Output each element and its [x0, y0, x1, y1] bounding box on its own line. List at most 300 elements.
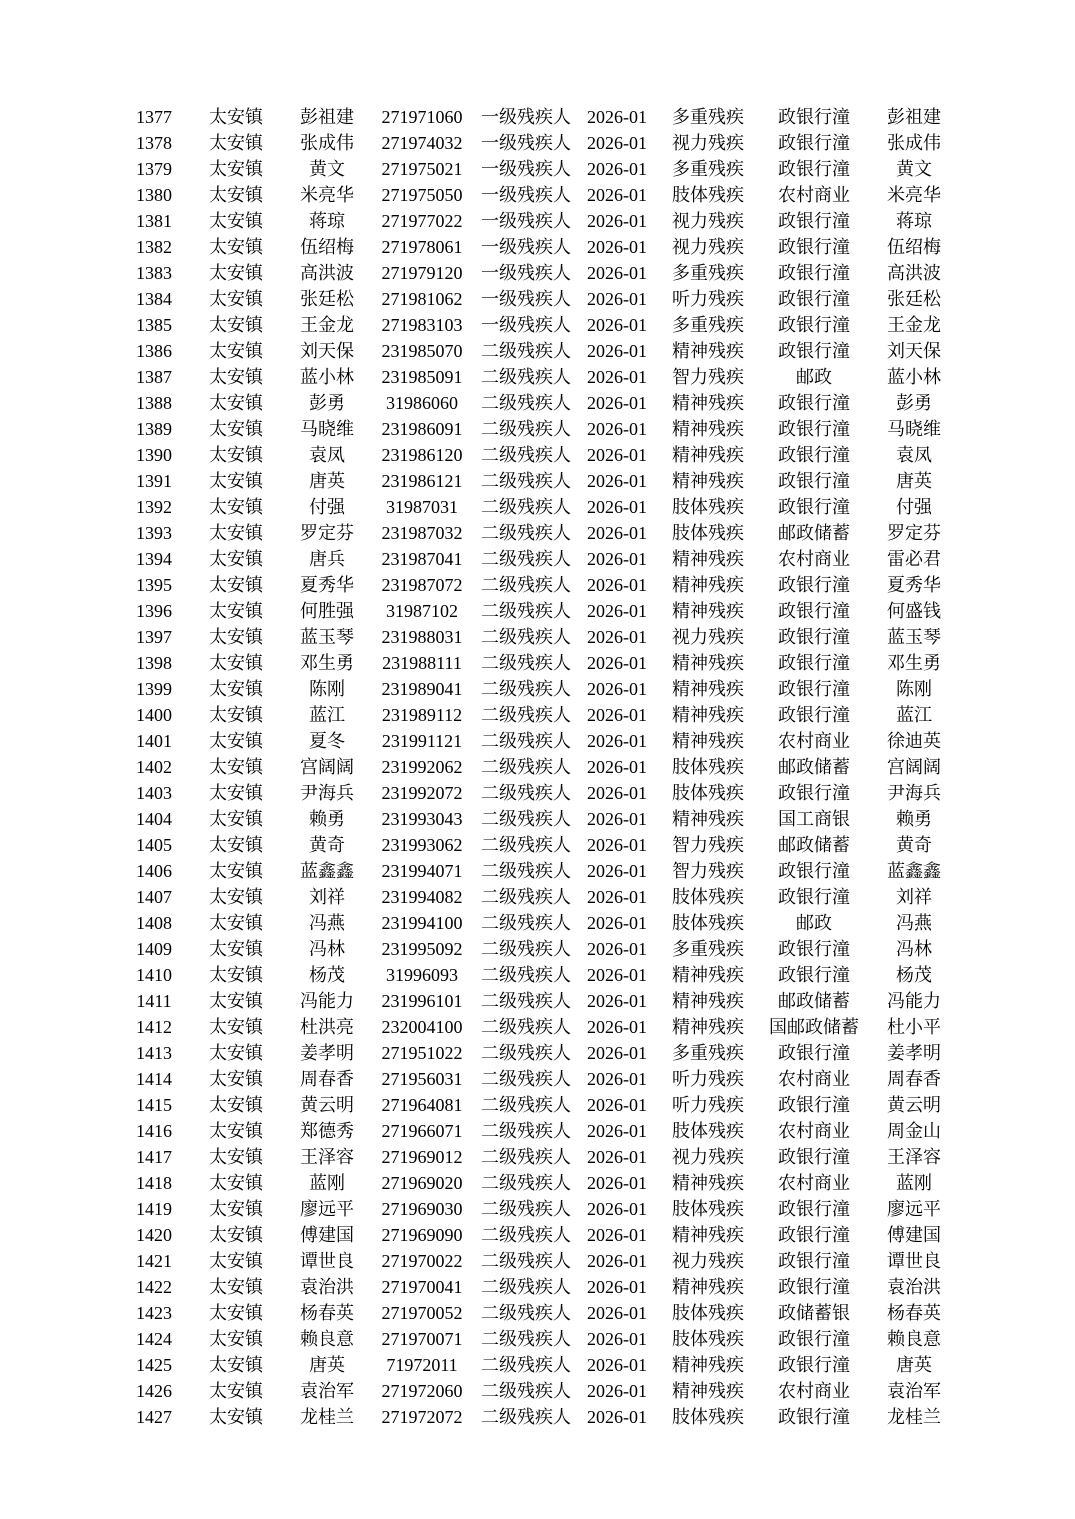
cell-row-number: 1398 — [136, 653, 172, 673]
cell-disability-level: 二级残疾人 — [481, 419, 571, 439]
cell-date: 2026-01 — [587, 1355, 647, 1375]
table-row — [118, 962, 962, 988]
cell-payee-name: 蓝玉琴 — [887, 627, 941, 647]
cell-date: 2026-01 — [587, 705, 647, 725]
cell-payee-name: 赖良意 — [887, 1329, 941, 1349]
cell-payee-name: 黄奇 — [896, 835, 932, 855]
cell-id-number: 31986060 — [386, 393, 458, 413]
table-row — [118, 780, 962, 806]
cell-row-number: 1426 — [136, 1381, 172, 1401]
cell-bank: 政银行潼 — [778, 341, 850, 361]
cell-date: 2026-01 — [587, 1069, 647, 1089]
cell-name: 唐兵 — [309, 549, 345, 569]
cell-disability-level: 二级残疾人 — [481, 991, 571, 1011]
cell-name: 宫阔阔 — [300, 757, 354, 777]
cell-town: 太安镇 — [209, 1173, 263, 1193]
cell-town: 太安镇 — [209, 991, 263, 1011]
cell-town: 太安镇 — [209, 1147, 263, 1167]
cell-payee-name: 杜小平 — [887, 1017, 941, 1037]
cell-disability-type: 肢体残疾 — [672, 1121, 744, 1141]
cell-bank: 政储蓄银 — [778, 1303, 850, 1323]
cell-disability-level: 二级残疾人 — [481, 445, 571, 465]
cell-date: 2026-01 — [587, 1017, 647, 1037]
cell-payee-name: 杨春英 — [887, 1303, 941, 1323]
cell-town: 太安镇 — [209, 705, 263, 725]
cell-town: 太安镇 — [209, 549, 263, 569]
cell-bank: 政银行潼 — [778, 1329, 850, 1349]
table-row — [118, 702, 962, 728]
cell-disability-level: 二级残疾人 — [481, 705, 571, 725]
cell-bank: 邮政储蓄 — [778, 991, 850, 1011]
cell-payee-name: 刘祥 — [896, 887, 932, 907]
cell-row-number: 1386 — [136, 341, 172, 361]
cell-id-number: 231988031 — [381, 627, 463, 647]
cell-name: 蓝刚 — [309, 1173, 345, 1193]
cell-disability-level: 二级残疾人 — [481, 367, 571, 387]
cell-row-number: 1382 — [136, 237, 172, 257]
cell-row-number: 1413 — [136, 1043, 172, 1063]
cell-id-number: 271969020 — [381, 1173, 463, 1193]
cell-id-number: 231996101 — [381, 991, 463, 1011]
cell-disability-type: 肢体残疾 — [672, 887, 744, 907]
cell-bank: 政银行潼 — [778, 263, 850, 283]
table-row — [118, 520, 962, 546]
cell-disability-type: 精神残疾 — [672, 393, 744, 413]
table-row — [118, 910, 962, 936]
cell-disability-level: 二级残疾人 — [481, 913, 571, 933]
cell-name: 王金龙 — [300, 315, 354, 335]
cell-name: 袁治洪 — [300, 1277, 354, 1297]
cell-disability-type: 肢体残疾 — [672, 1407, 744, 1427]
cell-town: 太安镇 — [209, 185, 263, 205]
spreadsheet-page — [118, 104, 962, 1430]
cell-date: 2026-01 — [587, 549, 647, 569]
cell-bank: 农村商业 — [778, 1381, 850, 1401]
cell-name: 冯能力 — [300, 991, 354, 1011]
cell-disability-level: 二级残疾人 — [481, 731, 571, 751]
cell-row-number: 1377 — [136, 107, 172, 127]
cell-town: 太安镇 — [209, 1355, 263, 1375]
cell-payee-name: 蒋琼 — [896, 211, 932, 231]
cell-payee-name: 雷必君 — [887, 549, 941, 569]
table-row — [118, 754, 962, 780]
cell-disability-level: 二级残疾人 — [481, 1355, 571, 1375]
table-row — [118, 442, 962, 468]
cell-bank: 政银行潼 — [778, 1251, 850, 1271]
cell-name: 郑德秀 — [300, 1121, 354, 1141]
cell-bank: 国邮政储蓄 — [769, 1017, 859, 1037]
cell-disability-level: 二级残疾人 — [481, 887, 571, 907]
cell-name: 谭世良 — [300, 1251, 354, 1271]
table-row — [118, 1040, 962, 1066]
cell-payee-name: 杨茂 — [896, 965, 932, 985]
cell-disability-type: 智力残疾 — [672, 367, 744, 387]
cell-date: 2026-01 — [587, 1251, 647, 1271]
cell-disability-level: 一级残疾人 — [481, 107, 571, 127]
cell-town: 太安镇 — [209, 783, 263, 803]
cell-disability-level: 二级残疾人 — [481, 1199, 571, 1219]
cell-row-number: 1419 — [136, 1199, 172, 1219]
table-row — [118, 104, 962, 130]
cell-name: 冯林 — [309, 939, 345, 959]
cell-disability-type: 精神残疾 — [672, 445, 744, 465]
table-row — [118, 1248, 962, 1274]
cell-town: 太安镇 — [209, 133, 263, 153]
cell-disability-type: 肢体残疾 — [672, 497, 744, 517]
cell-bank: 政银行潼 — [778, 575, 850, 595]
cell-disability-type: 精神残疾 — [672, 809, 744, 829]
cell-disability-type: 肢体残疾 — [672, 1303, 744, 1323]
cell-row-number: 1420 — [136, 1225, 172, 1245]
cell-disability-type: 肢体残疾 — [672, 783, 744, 803]
cell-disability-type: 肢体残疾 — [672, 523, 744, 543]
cell-row-number: 1403 — [136, 783, 172, 803]
cell-disability-type: 智力残疾 — [672, 861, 744, 881]
cell-disability-level: 二级残疾人 — [481, 1225, 571, 1245]
cell-bank: 农村商业 — [778, 549, 850, 569]
cell-bank: 政银行潼 — [778, 289, 850, 309]
cell-date: 2026-01 — [587, 575, 647, 595]
cell-name: 傅建国 — [300, 1225, 354, 1245]
cell-name: 赖良意 — [300, 1329, 354, 1349]
cell-disability-level: 二级残疾人 — [481, 575, 571, 595]
cell-name: 龙桂兰 — [300, 1407, 354, 1427]
cell-town: 太安镇 — [209, 1017, 263, 1037]
cell-row-number: 1384 — [136, 289, 172, 309]
cell-date: 2026-01 — [587, 185, 647, 205]
table-row — [118, 728, 962, 754]
cell-bank: 政银行潼 — [778, 679, 850, 699]
cell-payee-name: 周金山 — [887, 1121, 941, 1141]
cell-id-number: 271969012 — [381, 1147, 463, 1167]
table-row — [118, 936, 962, 962]
cell-payee-name: 邓生勇 — [887, 653, 941, 673]
cell-town: 太安镇 — [209, 757, 263, 777]
cell-payee-name: 陈刚 — [896, 679, 932, 699]
cell-bank: 政银行潼 — [778, 237, 850, 257]
cell-payee-name: 马晓维 — [887, 419, 941, 439]
cell-payee-name: 袁凤 — [896, 445, 932, 465]
cell-payee-name: 唐英 — [896, 1355, 932, 1375]
cell-payee-name: 廖远平 — [887, 1199, 941, 1219]
cell-id-number: 231992072 — [381, 783, 463, 803]
cell-date: 2026-01 — [587, 679, 647, 699]
cell-town: 太安镇 — [209, 471, 263, 491]
table-row — [118, 1170, 962, 1196]
cell-id-number: 71972011 — [386, 1355, 458, 1375]
table-row — [118, 1092, 962, 1118]
cell-id-number: 231994071 — [381, 861, 463, 881]
cell-id-number: 31996093 — [386, 965, 458, 985]
cell-name: 蓝小林 — [300, 367, 354, 387]
cell-date: 2026-01 — [587, 523, 647, 543]
cell-row-number: 1408 — [136, 913, 172, 933]
cell-date: 2026-01 — [587, 445, 647, 465]
cell-row-number: 1385 — [136, 315, 172, 335]
cell-disability-type: 多重残疾 — [672, 107, 744, 127]
cell-date: 2026-01 — [587, 419, 647, 439]
cell-town: 太安镇 — [209, 913, 263, 933]
cell-id-number: 231985091 — [381, 367, 463, 387]
cell-date: 2026-01 — [587, 835, 647, 855]
cell-name: 邓生勇 — [300, 653, 354, 673]
cell-bank: 农村商业 — [778, 1069, 850, 1089]
cell-date: 2026-01 — [587, 1329, 647, 1349]
cell-disability-level: 二级残疾人 — [481, 1017, 571, 1037]
cell-payee-name: 徐迪英 — [887, 731, 941, 751]
cell-date: 2026-01 — [587, 783, 647, 803]
cell-id-number: 271969030 — [381, 1199, 463, 1219]
cell-date: 2026-01 — [587, 731, 647, 751]
cell-id-number: 231987032 — [381, 523, 463, 543]
cell-bank: 政银行潼 — [778, 1043, 850, 1063]
cell-bank: 政银行潼 — [778, 653, 850, 673]
table-row — [118, 1144, 962, 1170]
cell-disability-level: 二级残疾人 — [481, 1329, 571, 1349]
cell-row-number: 1379 — [136, 159, 172, 179]
cell-bank: 政银行潼 — [778, 939, 850, 959]
cell-disability-level: 二级残疾人 — [481, 1303, 571, 1323]
cell-disability-level: 二级残疾人 — [481, 341, 571, 361]
cell-row-number: 1393 — [136, 523, 172, 543]
cell-town: 太安镇 — [209, 1199, 263, 1219]
cell-disability-type: 听力残疾 — [672, 289, 744, 309]
cell-payee-name: 傅建国 — [887, 1225, 941, 1245]
cell-town: 太安镇 — [209, 445, 263, 465]
cell-payee-name: 刘天保 — [887, 341, 941, 361]
cell-name: 杨春英 — [300, 1303, 354, 1323]
table-row — [118, 806, 962, 832]
cell-town: 太安镇 — [209, 679, 263, 699]
cell-disability-type: 多重残疾 — [672, 939, 744, 959]
cell-bank: 政银行潼 — [778, 211, 850, 231]
cell-date: 2026-01 — [587, 133, 647, 153]
cell-bank: 政银行潼 — [778, 133, 850, 153]
table-row — [118, 572, 962, 598]
cell-disability-type: 精神残疾 — [672, 549, 744, 569]
cell-bank: 政银行潼 — [778, 419, 850, 439]
cell-disability-type: 精神残疾 — [672, 575, 744, 595]
table-row — [118, 182, 962, 208]
cell-id-number: 271971060 — [381, 107, 463, 127]
cell-disability-type: 精神残疾 — [672, 419, 744, 439]
cell-row-number: 1392 — [136, 497, 172, 517]
cell-row-number: 1411 — [136, 991, 172, 1011]
cell-bank: 政银行潼 — [778, 445, 850, 465]
cell-name: 黄奇 — [309, 835, 345, 855]
cell-disability-level: 二级残疾人 — [481, 809, 571, 829]
cell-date: 2026-01 — [587, 653, 647, 673]
cell-town: 太安镇 — [209, 497, 263, 517]
table-row — [118, 676, 962, 702]
cell-disability-level: 一级残疾人 — [481, 315, 571, 335]
cell-date: 2026-01 — [587, 367, 647, 387]
cell-payee-name: 张成伟 — [887, 133, 941, 153]
cell-name: 彭勇 — [309, 393, 345, 413]
cell-row-number: 1415 — [136, 1095, 172, 1115]
cell-town: 太安镇 — [209, 341, 263, 361]
cell-disability-level: 二级残疾人 — [481, 965, 571, 985]
cell-bank: 政银行潼 — [778, 497, 850, 517]
table-row — [118, 338, 962, 364]
cell-name: 彭祖建 — [300, 107, 354, 127]
cell-id-number: 271972072 — [381, 1407, 463, 1427]
cell-payee-name: 付强 — [896, 497, 932, 517]
table-row — [118, 1196, 962, 1222]
cell-payee-name: 黄云明 — [887, 1095, 941, 1115]
cell-name: 尹海兵 — [300, 783, 354, 803]
cell-disability-type: 精神残疾 — [672, 601, 744, 621]
cell-disability-level: 二级残疾人 — [481, 1095, 571, 1115]
cell-name: 伍绍梅 — [300, 237, 354, 257]
cell-disability-type: 视力残疾 — [672, 627, 744, 647]
cell-row-number: 1388 — [136, 393, 172, 413]
cell-id-number: 271969090 — [381, 1225, 463, 1245]
cell-date: 2026-01 — [587, 289, 647, 309]
cell-id-number: 231995092 — [381, 939, 463, 959]
cell-id-number: 271972060 — [381, 1381, 463, 1401]
cell-bank: 政银行潼 — [778, 601, 850, 621]
cell-name: 冯燕 — [309, 913, 345, 933]
cell-id-number: 231989112 — [381, 705, 463, 725]
cell-payee-name: 唐英 — [896, 471, 932, 491]
cell-town: 太安镇 — [209, 1329, 263, 1349]
cell-name: 夏冬 — [309, 731, 345, 751]
cell-date: 2026-01 — [587, 159, 647, 179]
cell-bank: 政银行潼 — [778, 393, 850, 413]
table-row — [118, 130, 962, 156]
cell-id-number: 31987031 — [386, 497, 458, 517]
cell-disability-type: 精神残疾 — [672, 965, 744, 985]
cell-disability-level: 二级残疾人 — [481, 757, 571, 777]
cell-payee-name: 彭祖建 — [887, 107, 941, 127]
cell-town: 太安镇 — [209, 809, 263, 829]
cell-disability-type: 多重残疾 — [672, 263, 744, 283]
cell-name: 张成伟 — [300, 133, 354, 153]
cell-row-number: 1402 — [136, 757, 172, 777]
cell-disability-level: 一级残疾人 — [481, 289, 571, 309]
cell-date: 2026-01 — [587, 237, 647, 257]
table-row — [118, 1326, 962, 1352]
cell-date: 2026-01 — [587, 809, 647, 829]
cell-disability-level: 二级残疾人 — [481, 393, 571, 413]
cell-row-number: 1394 — [136, 549, 172, 569]
cell-town: 太安镇 — [209, 627, 263, 647]
cell-disability-level: 二级残疾人 — [481, 471, 571, 491]
cell-bank: 政银行潼 — [778, 1095, 850, 1115]
cell-row-number: 1424 — [136, 1329, 172, 1349]
cell-bank: 农村商业 — [778, 185, 850, 205]
cell-row-number: 1412 — [136, 1017, 172, 1037]
cell-town: 太安镇 — [209, 1303, 263, 1323]
cell-payee-name: 赖勇 — [896, 809, 932, 829]
cell-bank: 农村商业 — [778, 731, 850, 751]
cell-disability-level: 二级残疾人 — [481, 549, 571, 569]
cell-date: 2026-01 — [587, 913, 647, 933]
table-row — [118, 390, 962, 416]
cell-town: 太安镇 — [209, 601, 263, 621]
table-row — [118, 234, 962, 260]
cell-disability-type: 精神残疾 — [672, 705, 744, 725]
table-row — [118, 1066, 962, 1092]
cell-row-number: 1421 — [136, 1251, 172, 1271]
cell-bank: 政银行潼 — [778, 783, 850, 803]
cell-payee-name: 米亮华 — [887, 185, 941, 205]
cell-disability-type: 视力残疾 — [672, 1147, 744, 1167]
cell-row-number: 1407 — [136, 887, 172, 907]
cell-bank: 政银行潼 — [778, 315, 850, 335]
cell-town: 太安镇 — [209, 887, 263, 907]
cell-id-number: 271974032 — [381, 133, 463, 153]
cell-date: 2026-01 — [587, 1277, 647, 1297]
table-row — [118, 598, 962, 624]
cell-id-number: 271970022 — [381, 1251, 463, 1271]
cell-row-number: 1410 — [136, 965, 172, 985]
cell-date: 2026-01 — [587, 887, 647, 907]
cell-row-number: 1389 — [136, 419, 172, 439]
cell-bank: 邮政 — [796, 367, 832, 387]
cell-payee-name: 夏秀华 — [887, 575, 941, 595]
cell-name: 唐英 — [309, 1355, 345, 1375]
cell-id-number: 271970041 — [381, 1277, 463, 1297]
cell-town: 太安镇 — [209, 861, 263, 881]
cell-payee-name: 袁治军 — [887, 1381, 941, 1401]
cell-date: 2026-01 — [587, 1303, 647, 1323]
cell-name: 黄文 — [309, 159, 345, 179]
cell-bank: 政银行潼 — [778, 965, 850, 985]
cell-payee-name: 蓝小林 — [887, 367, 941, 387]
cell-name: 高洪波 — [300, 263, 354, 283]
cell-disability-level: 二级残疾人 — [481, 1043, 571, 1063]
cell-disability-level: 二级残疾人 — [481, 1147, 571, 1167]
cell-name: 米亮华 — [300, 185, 354, 205]
cell-id-number: 231985070 — [381, 341, 463, 361]
cell-town: 太安镇 — [209, 315, 263, 335]
cell-payee-name: 高洪波 — [887, 263, 941, 283]
cell-name: 黄云明 — [300, 1095, 354, 1115]
cell-row-number: 1405 — [136, 835, 172, 855]
cell-name: 杜洪亮 — [300, 1017, 354, 1037]
cell-town: 太安镇 — [209, 1095, 263, 1115]
cell-row-number: 1395 — [136, 575, 172, 595]
cell-disability-type: 视力残疾 — [672, 211, 744, 231]
cell-bank: 政银行潼 — [778, 1225, 850, 1245]
cell-payee-name: 姜孝明 — [887, 1043, 941, 1063]
cell-id-number: 231986120 — [381, 445, 463, 465]
cell-disability-type: 精神残疾 — [672, 679, 744, 699]
cell-payee-name: 冯林 — [896, 939, 932, 959]
cell-id-number: 231993043 — [381, 809, 463, 829]
cell-row-number: 1409 — [136, 939, 172, 959]
cell-payee-name: 蓝江 — [896, 705, 932, 725]
cell-name: 王泽容 — [300, 1147, 354, 1167]
cell-disability-type: 视力残疾 — [672, 1251, 744, 1271]
cell-row-number: 1427 — [136, 1407, 172, 1427]
cell-row-number: 1378 — [136, 133, 172, 153]
table-row — [118, 1118, 962, 1144]
cell-row-number: 1387 — [136, 367, 172, 387]
cell-disability-type: 精神残疾 — [672, 731, 744, 751]
cell-id-number: 271975021 — [381, 159, 463, 179]
cell-bank: 政银行潼 — [778, 861, 850, 881]
cell-disability-type: 多重残疾 — [672, 315, 744, 335]
cell-bank: 政银行潼 — [778, 159, 850, 179]
cell-name: 付强 — [309, 497, 345, 517]
cell-row-number: 1399 — [136, 679, 172, 699]
cell-payee-name: 伍绍梅 — [887, 237, 941, 257]
cell-row-number: 1390 — [136, 445, 172, 465]
cell-date: 2026-01 — [587, 601, 647, 621]
